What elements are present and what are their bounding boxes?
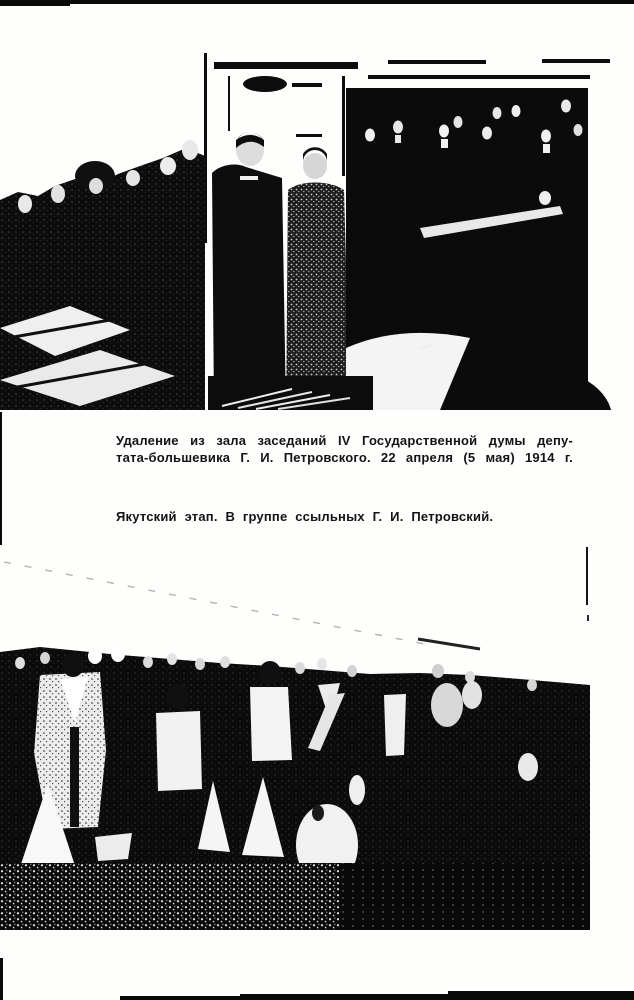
photo-yakutsk-etap (0, 545, 590, 930)
caption-duma-photo (116, 432, 573, 466)
photo-duma-expulsion (0, 8, 612, 410)
caption-line-1: Удаление из зала заседаний IV Государственной думы депу- (116, 433, 573, 448)
scan-artifact-bottom-bar-right (448, 991, 634, 1000)
scan-artifact-top-bar (64, 0, 634, 4)
caption-line-2: тата-большевика Г. И. Петровского. 22 апреля (5 мая) 1914 г. (116, 450, 573, 465)
scan-artifact-top-bar-left (0, 0, 70, 6)
caption-yakutsk-photo: Якутский этап. В группе ссыльных Г. И. Петровский. (116, 509, 494, 524)
photo-yakutsk-etap-art (0, 545, 590, 930)
scan-artifact-bottom-left-sliver (0, 958, 3, 1000)
photo-duma-expulsion-art (0, 8, 612, 410)
